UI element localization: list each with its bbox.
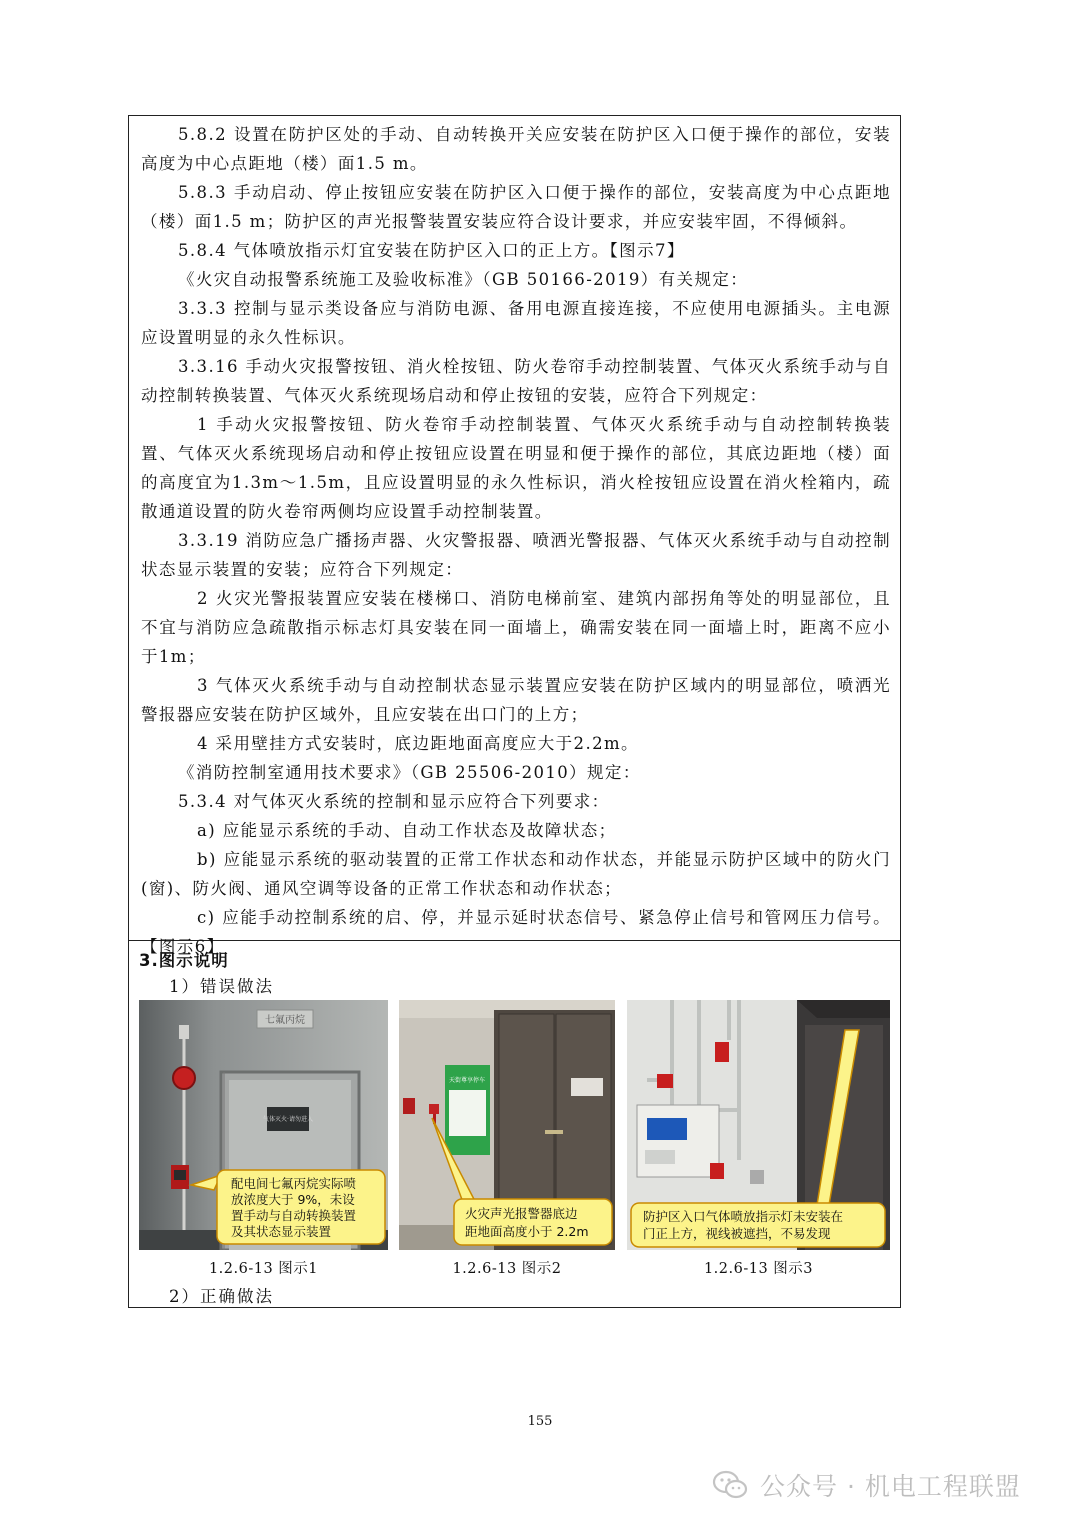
figure-3-photo: [627, 1000, 890, 1250]
figure-1-photo: [139, 1000, 388, 1250]
standards-text-cell: [129, 116, 900, 956]
correct-practice-label: 2）正确做法: [169, 1287, 274, 1306]
paragraph-5-8-2: 5.8.2 设置在防护区处的手动、自动转换开关应安装在防护区入口便于操作的部位，安装高度为中心点距地（楼）面1.5 m。: [141, 125, 891, 173]
page-number: 155: [527, 1414, 553, 1429]
svg-text:配电间七氟丙烷实际喷: 配电间七氟丙烷实际喷: [231, 1176, 357, 1191]
svg-text:及其状态显示装置: 及其状态显示装置: [231, 1224, 332, 1239]
figure-2-photo: [399, 1000, 615, 1250]
watermark-text: 公众号 · 机电工程联盟: [760, 1472, 1021, 1501]
paragraph-5-3-4-b: b) 应能显示系统的驱动装置的正常工作状态和动作状态，并能显示防护区域中的防火门(窗)、防火阀、通风空调等设备的正常工作状态和动作状态；: [141, 850, 891, 898]
svg-text:天街尊享停车: 天街尊享停车: [448, 1077, 486, 1084]
svg-text:置手动与自动转换装置: 置手动与自动转换装置: [231, 1208, 357, 1223]
wrong-practice-label: 1）错误做法: [169, 977, 274, 996]
paragraph-5-3-4: 5.3.4 对气体灭火系统的控制和显示应符合下列要求：: [178, 792, 610, 811]
paragraph-3-3-19-item3: 3 气体灭火系统手动与自动控制状态显示装置应安装在防护区域内的明显部位，喷洒光警报器应安装在防护区域外，且应安装在出口门的上方；: [141, 676, 891, 724]
paragraph-5-3-4-a: a) 应能显示系统的手动、自动工作状态及故障状态；: [197, 821, 617, 840]
paragraph-3-3-3: 3.3.3 控制与显示类设备应与消防电源、备用电源直接连接，不应使用电源插头。主电源应设置明显的永久性标识。: [141, 299, 891, 347]
svg-text:距地面高度小于 2.2m: 距地面高度小于 2.2m: [465, 1224, 589, 1239]
section-title: 3.图示说明: [139, 951, 229, 970]
paragraph-3-3-19: 3.3.19 消防应急广播扬声器、火灾警报器、喷洒光警报器、气体灭火系统手动与自动控制状态显示装置的安装；应符合下列规定：: [141, 531, 891, 579]
paragraph-gb50166-heading: 《火灾自动报警系统施工及验收标准》（GB 50166-2019）有关规定：: [178, 270, 749, 289]
paragraph-3-3-19-item4: 4 采用壁挂方式安装时，底边距地面高度应大于2.2m。: [197, 734, 639, 753]
svg-text:火灾声光报警器底边: 火灾声光报警器底边: [465, 1206, 578, 1221]
svg-text:防护区入口气体喷放指示灯未安装在: 防护区入口气体喷放指示灯未安装在: [643, 1209, 844, 1224]
svg-text:气体灭火·请勿进入: 气体灭火·请勿进入: [263, 1116, 313, 1123]
figure-2-caption: 1.2.6-13 图示2: [452, 1261, 562, 1277]
document-table: [128, 115, 901, 1308]
svg-text:放浓度大于 9%，未设: 放浓度大于 9%，未设: [231, 1192, 355, 1207]
svg-text:七氟丙烷: 七氟丙烷: [265, 1015, 305, 1026]
paragraph-3-3-16-item1: 1 手动火灾报警按钮、防火卷帘手动控制装置、气体灭火系统手动与自动控制转换装置、气体灭火系统现场启动和停止按钮应设置在明显和便于操作的部位，其底边距地（楼）面的高度宜为1.3m～1.5m，且应设置明显的永久性标识，消火栓按钮应设置在消火栓箱内，疏散通道设置的防火卷帘两侧均应设置手动控制装置。: [141, 415, 891, 521]
wechat-icon: [712, 1470, 748, 1500]
paragraph-5-8-4: 5.8.4 气体喷放指示灯宜安装在防护区入口的正上方。【图示7】: [178, 241, 685, 260]
figure-1-caption: 1.2.6-13 图示1: [208, 1261, 319, 1277]
paragraph-5-8-3: 5.8.3 手动启动、停止按钮应安装在防护区入口便于操作的部位，安装高度为中心点距地（楼）面1.5 m；防护区的声光报警装置安装应符合设计要求，并应安装牢固，不得倾斜。: [141, 183, 891, 231]
paragraph-5-3-4-c: c) 应能手动控制系统的启、停，并显示延时状态信号、紧急停止信号和管网压力信号。【图示6】: [141, 908, 891, 956]
watermark: [712, 1465, 1021, 1505]
svg-text:门正上方，视线被遮挡，不易发现: 门正上方，视线被遮挡，不易发现: [643, 1226, 831, 1241]
paragraph-gb25506-heading: 《消防控制室通用技术要求》（GB 25506-2010）规定：: [178, 763, 641, 782]
illustration-cell: [129, 941, 900, 1307]
figure-3-caption: 1.2.6-13 图示3: [703, 1261, 814, 1277]
paragraph-3-3-19-item2: 2 火灾光警报装置应安装在楼梯口、消防电梯前室、建筑内部拐角等处的明显部位，且不宜与消防应急疏散指示标志灯具安装在同一面墙上，确需安装在同一面墙上时，距离不应小于1m；: [141, 589, 891, 666]
paragraph-3-3-16: 3.3.16 手动火灾报警按钮、消火栓按钮、防火卷帘手动控制装置、气体灭火系统手动与自动控制转换装置、气体灭火系统现场启动和停止按钮的安装，应符合下列规定：: [141, 357, 891, 405]
